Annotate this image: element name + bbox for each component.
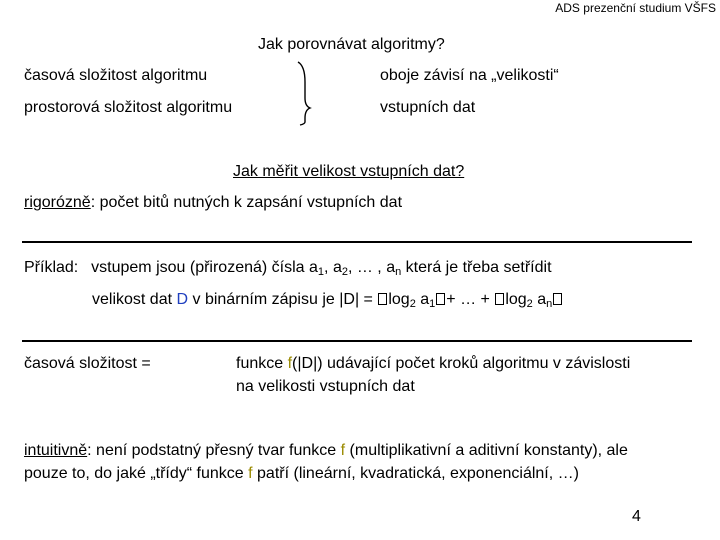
size-log-base: 2: [409, 298, 416, 310]
example-sep1: , a: [324, 259, 342, 276]
size-log: log: [388, 291, 410, 308]
intuitive-line-1: [24, 441, 628, 461]
intuitive-line-2: [24, 464, 579, 484]
page-number: 4: [632, 508, 641, 525]
floor-left-icon: [378, 293, 387, 305]
rigorous-line: [24, 193, 402, 213]
time-complexity-desc-2: na velikosti vstupních dat: [236, 378, 415, 395]
tc-desc-b: (|D|) udávající počet kroků algoritmu v závislosti: [292, 355, 631, 372]
time-complexity-term: časová složitost algoritmu: [24, 67, 208, 84]
intuitive-f1: f: [340, 442, 346, 459]
floor-left-icon-2: [495, 293, 504, 305]
size-plus: + … +: [446, 291, 495, 308]
subscript-2: 2: [341, 266, 348, 278]
intuitive-f2: f: [248, 465, 253, 482]
intuitive-text-d: patří (lineární, kvadratická, exponenciální, …): [252, 465, 579, 482]
size-a1-sub: 1: [429, 298, 436, 310]
floor-right-icon-2: [553, 293, 562, 305]
size-a1: a: [415, 291, 430, 308]
input-data-text: vstupních dat: [380, 99, 476, 116]
both-depend-text: oboje závisí na „velikosti“: [380, 67, 559, 84]
subscript-1: 1: [317, 266, 325, 278]
course-header: ADS prezenční studium VŠFS: [555, 1, 716, 15]
divider-bottom: [22, 340, 692, 342]
size-log-2: log: [505, 291, 527, 308]
size-an: a: [532, 291, 547, 308]
example-sep2: , … , a: [347, 259, 396, 276]
intuitive-text-b: (multiplikativní a aditivní konstanty), ale: [345, 442, 628, 459]
rigorous-term: rigorózně: [24, 194, 91, 211]
title-compare: Jak porovnávat algoritmy?: [258, 36, 445, 53]
example-text-end: která je třeba setřídit: [401, 259, 552, 276]
intuitive-term: intuitivně: [24, 442, 88, 459]
example-label: Příklad:: [24, 259, 79, 276]
space-complexity-term: prostorová složitost algoritmu: [24, 99, 233, 116]
size-an-sub: n: [546, 298, 553, 310]
divider-top: [22, 241, 692, 243]
intuitive-text-a: : není podstatný přesný tvar funkce: [87, 442, 341, 459]
time-complexity-label: časová složitost =: [24, 355, 151, 372]
example-text: vstupem jsou (přirozená) čísla a: [91, 259, 318, 276]
size-text-b: v binárním zápisu je |D| =: [188, 291, 378, 308]
size-log-base-2: 2: [526, 298, 533, 310]
title-measure: Jak měřit velikost vstupních dat?: [233, 163, 465, 180]
time-complexity-desc: [236, 354, 630, 374]
intuitive-text-c: pouze to, do jaké „třídy“ funkce: [24, 465, 249, 482]
tc-func: f: [287, 355, 293, 372]
size-line: [92, 290, 563, 310]
example-line: [24, 258, 552, 278]
tc-desc-a: funkce: [236, 355, 288, 372]
subscript-n: n: [395, 266, 402, 278]
floor-right-icon: [436, 293, 445, 305]
rigorous-text: : počet bitů nutných k zapsání vstupních dat: [90, 194, 403, 211]
size-text-a: velikost dat: [92, 291, 177, 308]
size-D: D: [176, 291, 189, 308]
brace-icon: [296, 60, 316, 126]
